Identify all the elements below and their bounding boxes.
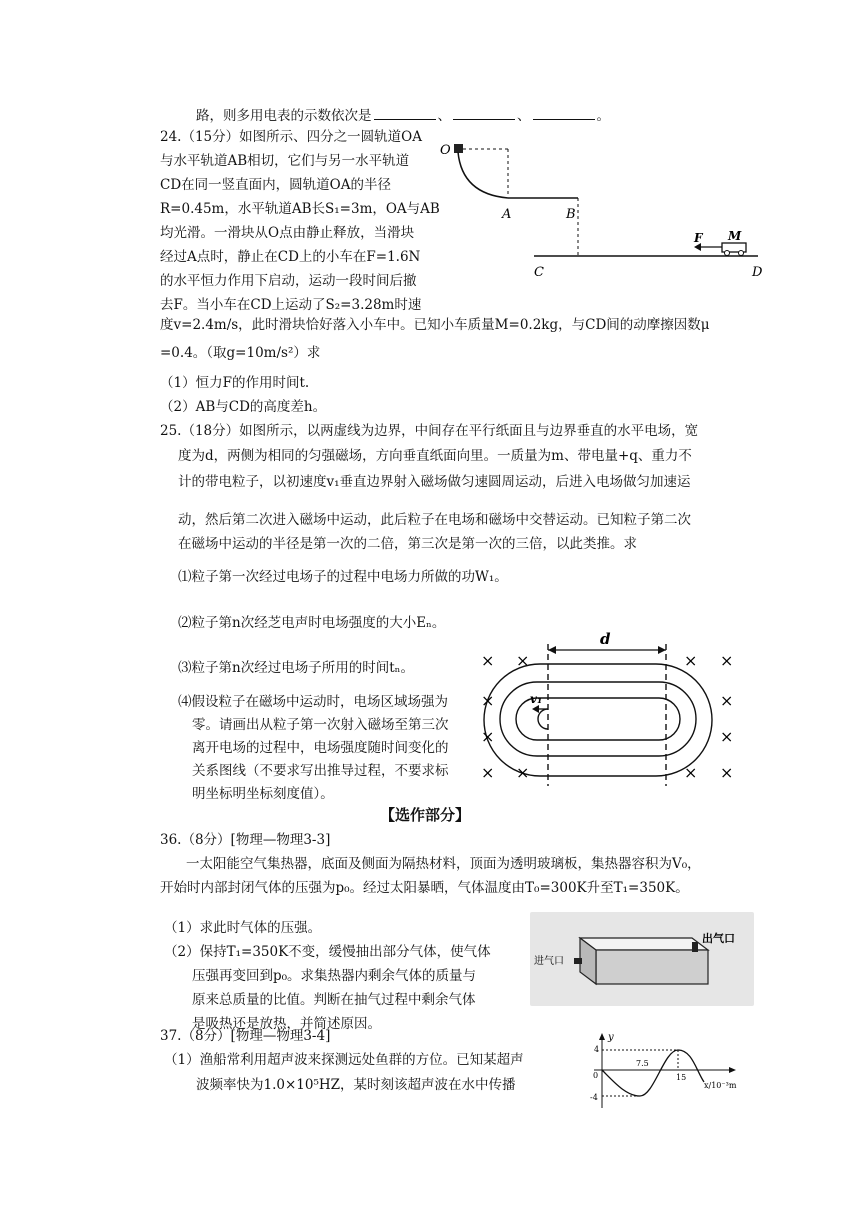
slider-block (454, 144, 463, 153)
box-front (596, 950, 708, 984)
q25-line-3: 计的带电粒子，以初速度v₁垂直边界射入磁场做匀速圆周运动，后进入电场做匀加速运 (178, 474, 691, 490)
q24-line-9: 度v=2.4m/s，此时滑块恰好落入小车中。已知小车质量M=0.2kg，与CD间的动摩擦因数μ (160, 317, 710, 333)
cross-mark: × (481, 727, 495, 746)
cross-mark: × (720, 727, 734, 746)
cross-mark: × (481, 691, 495, 710)
q24-line-2: 与水平轨道AB相切，它们与另一水平轨道 (160, 153, 410, 169)
section-title: 【选作部分】 (380, 806, 471, 824)
q37-sub-1-line-2: 波频率快为1.0×10⁵HZ，某时刻该超声波在水中传播 (196, 1077, 516, 1093)
q36-sub-2-line-2: 压强再变回到p₀。求集热器内剩余气体的质量与 (192, 968, 477, 984)
y-axis-arrow (599, 1033, 605, 1040)
velocity-arrow-head (532, 705, 539, 713)
q25-sub-4-line-4: 关系图线（不要求写出推导过程，不要求标 (192, 763, 449, 779)
cross-mark: × (481, 651, 495, 670)
q36-line-1: 一太阳能空气集热器，底面及侧面为隔热材料，顶面为透明玻璃板，集热器容积为V₀， (186, 856, 701, 872)
label-outlet: 出气口 (702, 932, 735, 945)
label-d-width: d (600, 630, 611, 648)
answer-blank-1[interactable] (374, 107, 436, 120)
q24-line-8: 去F。当小车在CD上运动了S₂=3.28m时速 (160, 297, 422, 313)
label-y: y (608, 1032, 614, 1043)
q24-line-10: =0.4。（取g=10m/s²）求 (160, 345, 321, 361)
label-tick-1: 7.5 (636, 1059, 649, 1068)
label-m: M (728, 229, 742, 243)
q36-sub-2-line-3: 原来总质量的比值。判断在抽气过程中剩余气体 (192, 992, 476, 1008)
collector-drawing (530, 912, 754, 1006)
q24-line-1: 24.（15分）如图所示、四分之一圆轨道OA (160, 129, 422, 145)
q36-title: 36.（8分）[物理—物理3-3] (160, 832, 331, 848)
q37-sub-1-line-1: （1）渔船常利用超声波来探测远处鱼群的方位。已知某超声 (164, 1052, 524, 1068)
q25-line-5: 在磁场中运动的半径是第一次的二倍，第三次是第一次的三倍，以此类推。求 (178, 536, 637, 552)
q36-line-2: 开始时内部封闭气体的压强为p₀。经过太阳暴晒，气体温度由T₀=300K升至T₁=350K。 (160, 880, 689, 896)
label-c: C (534, 265, 544, 280)
q37-title: 37.（8分）[物理—物理3-4] (160, 1028, 331, 1044)
q25-sub-4-line-1: ⑷假设粒子在磁场中运动时，电场区域场强为 (178, 694, 448, 710)
wave-curve (602, 1050, 704, 1096)
q25-sub-4-line-2: 零。请画出从粒子第一次射入磁场至第三次 (192, 717, 449, 733)
cross-mark: × (720, 763, 734, 782)
answer-blank-2[interactable] (453, 107, 515, 120)
width-arrow-right (658, 646, 666, 654)
cross-mark: × (481, 763, 495, 782)
cross-mark: × (720, 651, 734, 670)
q25-sub-4-line-5: 明坐标明坐标刻度值）。 (192, 786, 334, 802)
label-b: B (566, 207, 576, 222)
cart-wheel-right (739, 251, 744, 256)
q23-answer-line (196, 107, 610, 124)
label-f: F (694, 231, 703, 245)
q36-sub-2-line-4: 是吸热还是放热，并简述原因。 (192, 1016, 381, 1032)
q23-sep-2: 、 (517, 108, 531, 124)
label-a: A (502, 207, 512, 222)
cross-mark: × (684, 763, 698, 782)
cross-mark: × (516, 763, 530, 782)
label-x-axis: x/10⁻³m (704, 1081, 737, 1090)
q25-sub-2: ⑵粒子第n次经芝电声时电场强度的大小Eₙ。 (178, 615, 446, 631)
box-top (580, 938, 708, 950)
orbit-outer (484, 664, 712, 776)
q25-line-1: 25.（18分）如图所示，以两虚线为边界，中间存在平行纸面且与边界垂直的水平电场，宽 (160, 423, 699, 439)
q25-line-2: 度为d，两侧为相同的匀强磁场，方向垂直纸面向里。一质量为m、带电量+q、重力不 (178, 448, 692, 464)
q23-end: 。 (596, 108, 610, 124)
q24-line-4: R=0.45m，水平轨道AB长S₁=3m，OA与AB (160, 201, 440, 217)
label-tick-2: 15 (676, 1073, 687, 1082)
width-arrow-left (548, 646, 556, 654)
q23-sep-1: 、 (437, 108, 451, 124)
q25-line-4: 动，然后第二次进入磁场中运动，此后粒子在电场和磁场中交替运动。已知粒子第二次 (178, 512, 691, 528)
label-inlet: 进气口 (534, 956, 564, 967)
q37-wave-figure (584, 1030, 760, 1110)
cross-mark: × (516, 651, 530, 670)
q24-line-3: CD在同一竖直面内，圆轨道OA的半径 (160, 177, 391, 193)
label-o: O (440, 143, 451, 158)
q24-sub-2: （2）AB与CD的高度差h。 (160, 399, 327, 415)
q24-line-7: 的水平恒力作用下启动，运动一段时间后撤 (160, 273, 417, 289)
q36-sub-1: （1）求此时气体的压强。 (164, 920, 322, 936)
q24-line-6: 经过A点时，静止在CD上的小车在F=1.6N (160, 249, 421, 265)
cross-mark: × (684, 651, 698, 670)
q23-text: 路，则多用电表的示数依次是 (196, 108, 372, 124)
q25-sub-3: ⑶粒子第n次经过电场子所用的时间tₙ。 (178, 660, 414, 676)
q25-sub-1: ⑴粒子第一次经过电场子的过程中电场力所做的功W₁。 (178, 569, 508, 585)
q24-sub-1: （1）恒力F的作用时间t. (160, 375, 310, 391)
outlet-pipe (692, 942, 698, 952)
cross-mark: × (720, 691, 734, 710)
inlet-pipe (574, 958, 582, 964)
orbit-start-arc (538, 709, 548, 729)
quarter-circle-track (458, 152, 508, 198)
label-y-top: 4 (594, 1045, 600, 1054)
label-y-bottom: -4 (590, 1093, 598, 1102)
q25-sub-4-line-3: 离开电场的过程中，电场强度随时间变化的 (192, 740, 449, 756)
x-axis-arrow (729, 1067, 736, 1073)
cart-wheel-left (725, 251, 730, 256)
answer-blank-3[interactable] (533, 107, 595, 120)
q24-track-figure (436, 132, 766, 282)
q25-field-figure (476, 630, 746, 788)
q36-collector-figure (530, 912, 754, 1006)
label-d: D (752, 265, 763, 280)
label-origin: 0 (593, 1071, 599, 1080)
q24-line-5: 均光滑。一滑块从O点由静止释放，当滑块 (160, 225, 415, 241)
label-v1: v₁ (530, 692, 543, 706)
q36-sub-2-line-1: （2）保持T₁=350K不变，缓慢抽出部分气体，使气体 (164, 944, 491, 960)
